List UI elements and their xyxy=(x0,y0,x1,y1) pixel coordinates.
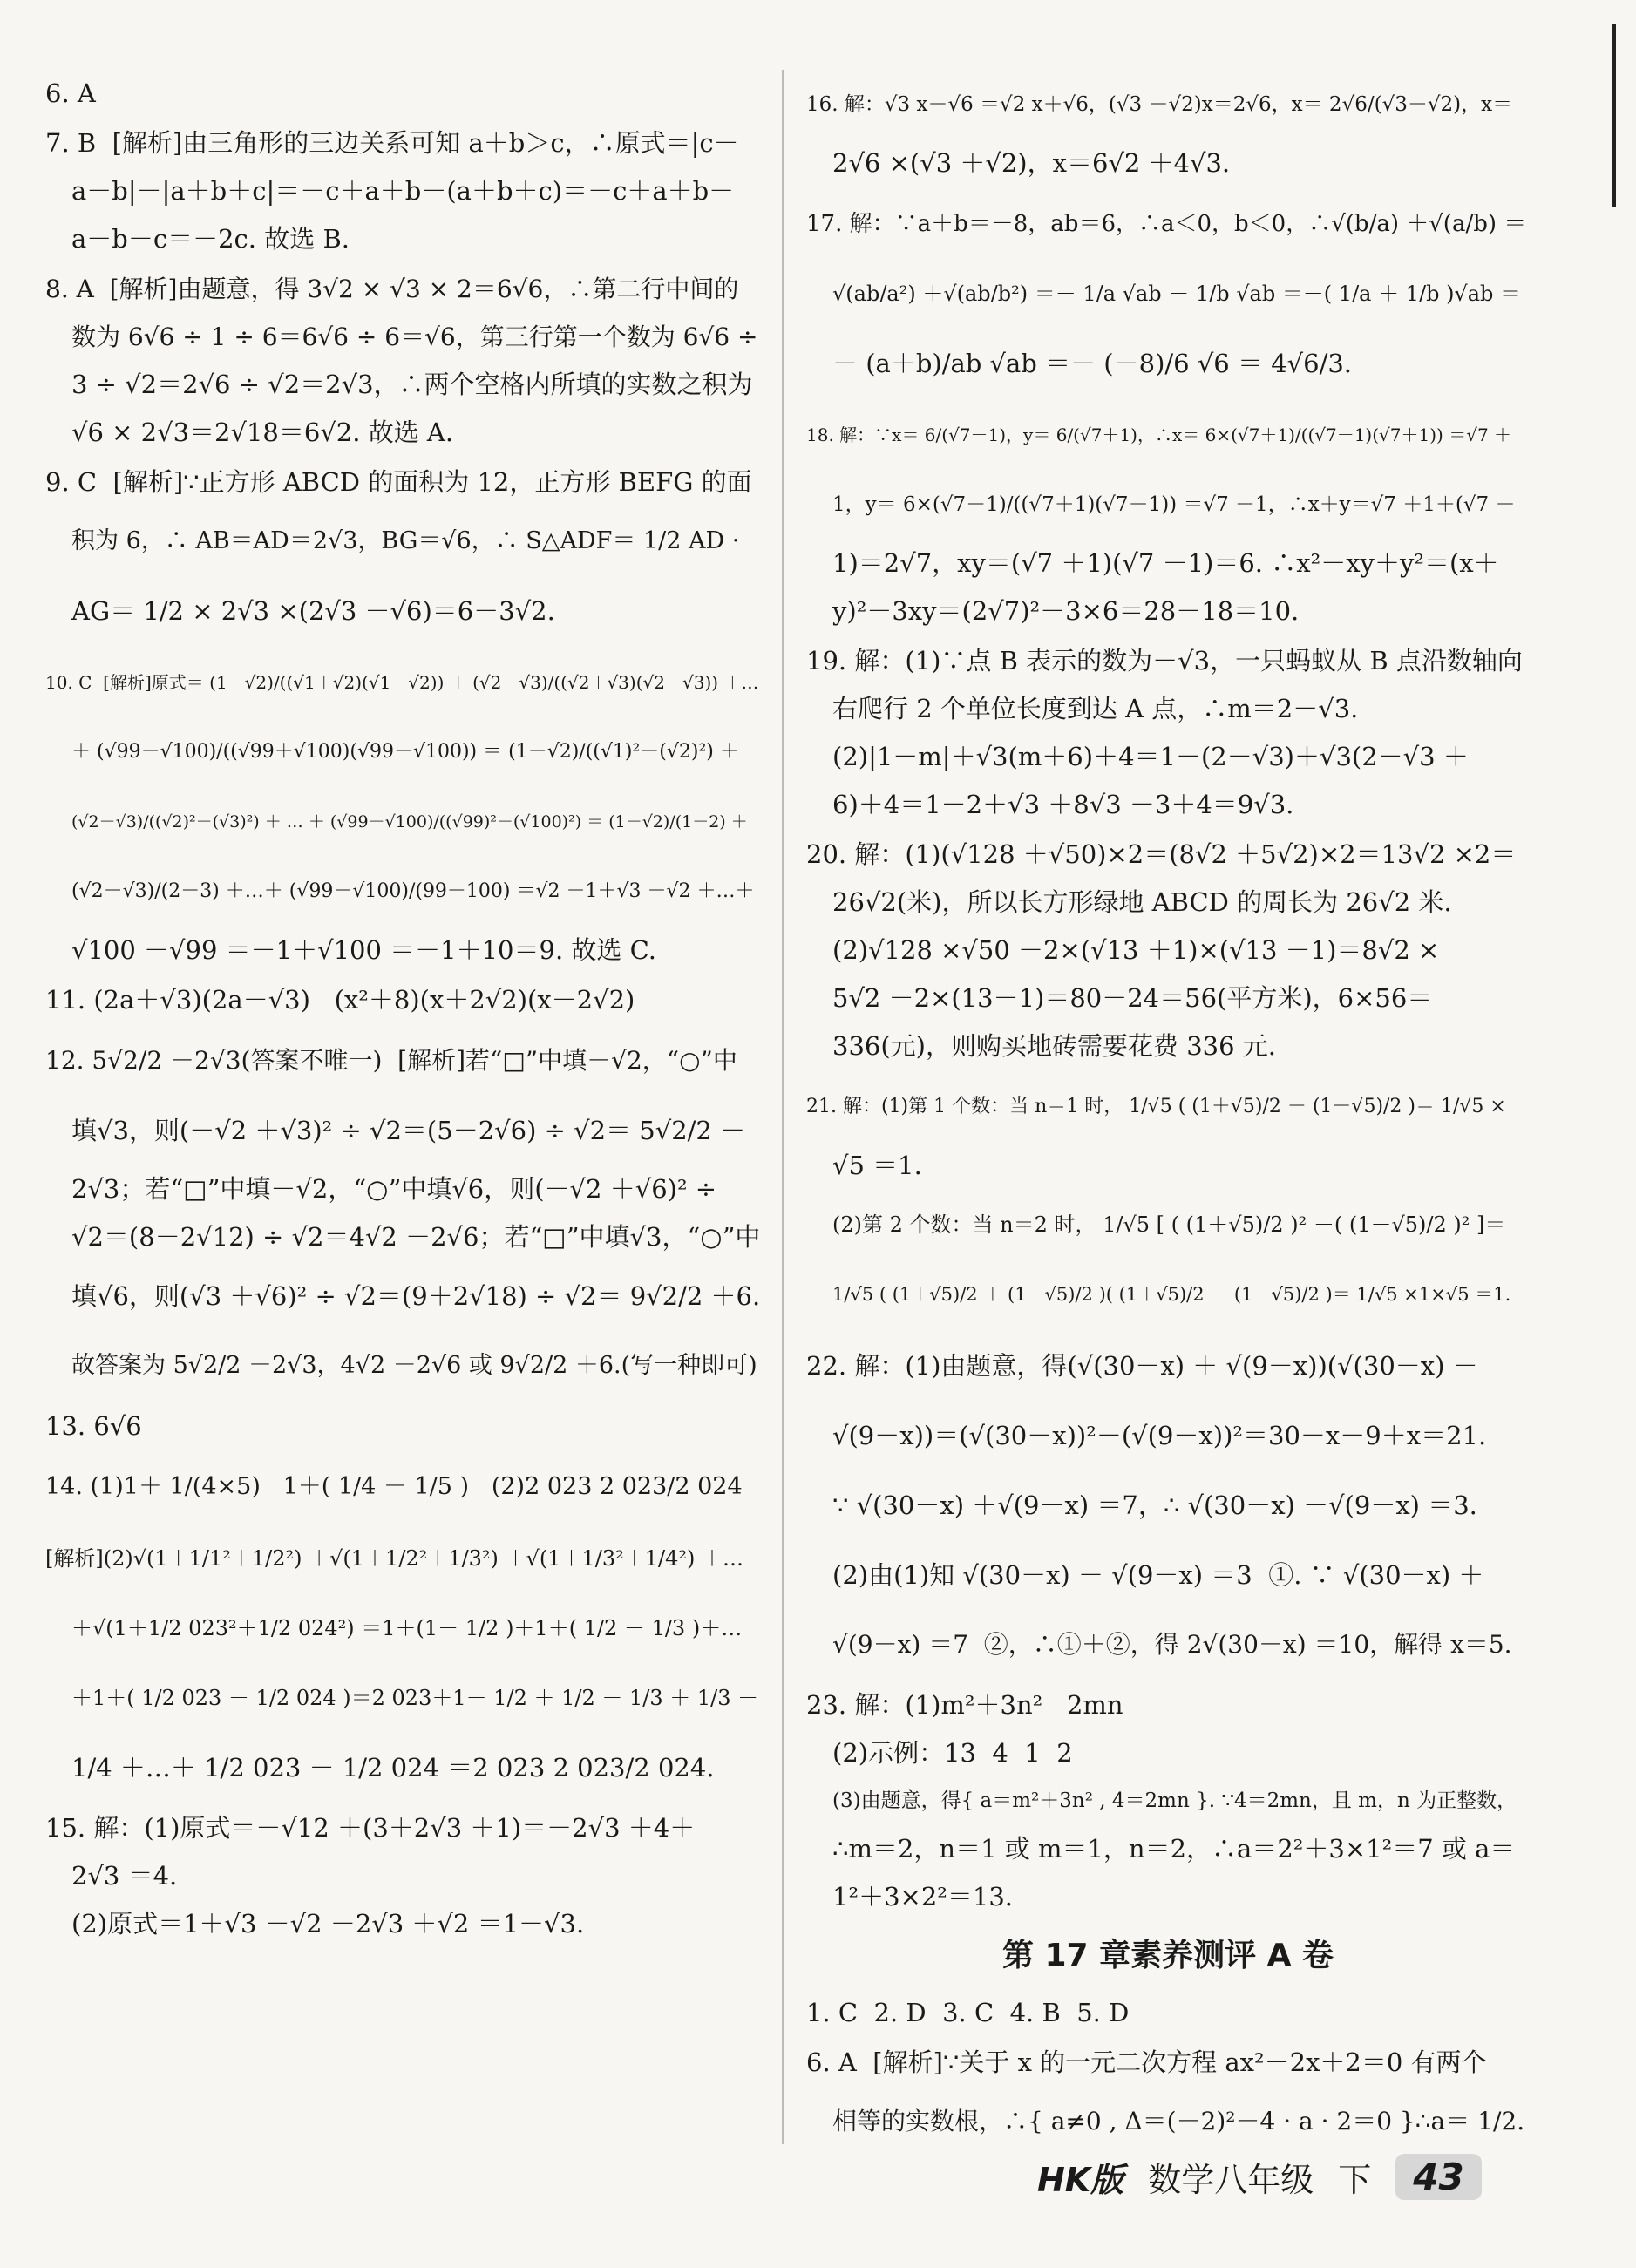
section-title: 第 17 章素养测评 A 卷 xyxy=(1001,1938,1334,1973)
answer-line: 2√3 ＝4. xyxy=(71,1861,178,1891)
answer-line: (2)第 2 个数：当 n＝2 时， 1/√5 [ ( (1＋√5)/2 )² －( (1－√5)/2 )² ]＝ xyxy=(832,1212,1506,1237)
answer-item xyxy=(45,1026,760,1401)
answer-item xyxy=(806,1989,1530,2037)
answer-item xyxy=(806,1331,1530,1680)
answer-line: √6 × 2√3＝2√18＝6√2. 故选 A. xyxy=(71,418,454,447)
subject-label: 数学八年级 xyxy=(1148,2160,1314,2199)
answer-line: 14. (1)1＋ 1/(4×5) 1＋( 1/4 － 1/5 ) (2)2 023 2 023/2 024 xyxy=(45,1473,743,1500)
answer-line: 7. B [解析]由三角形的三边关系可知 a＋b＞c，∴原式＝|c－ xyxy=(45,128,739,158)
answer-item xyxy=(806,70,1530,187)
answer-line: 19. 解：(1)∵点 B 表示的数为－√3，一只蚂蚁从 B 点沿数轴向 xyxy=(806,646,1523,676)
answer-line: 23. 解：(1)m²＋3n² 2mn xyxy=(806,1690,1123,1720)
answer-item xyxy=(806,831,1530,1070)
answer-item xyxy=(806,1072,1530,1329)
answer-item xyxy=(806,2039,1530,2156)
answer-line: 2√6 ×(√3 ＋√2)，x＝6√2 ＋4√3. xyxy=(832,148,1231,178)
answer-line: 1²＋3×2²＝13. xyxy=(832,1882,1014,1912)
right-column xyxy=(806,70,1530,2158)
answer-line: 6. A xyxy=(45,78,96,108)
answer-line: 8. A [解析]由题意，得 3√2 × √3 × 2＝6√6，∴第二行中间的 xyxy=(45,275,739,303)
answer-line: 相等的实数根，∴{ a≠0 , Δ＝(－2)²－4 · a · 2＝0 }∴a＝ 1/2. xyxy=(832,2107,1525,2136)
answer-item xyxy=(45,1524,760,1803)
answer-line: 21. 解：(1)第 1 个数：当 n＝1 时， 1/√5 ( (1＋√5)/2 － (1－√5)/2 )＝ 1/√5 × xyxy=(806,1096,1506,1117)
answer-line: 6. A [解析]∵关于 x 的一元二次方程 ax²－2x＋2＝0 有两个 xyxy=(806,2047,1487,2077)
answer-line: 3 ÷ √2＝2√6 ÷ √2＝2√3，∴两个空格内所填的实数之积为 xyxy=(71,370,753,399)
answer-line: (√2－√3)/(2－3) ＋…＋ (√99－√100)/(99－100) ＝√2 －1＋√3 －√2 ＋…＋ xyxy=(71,880,755,902)
answer-line: 18. 解：∵x＝ 6/(√7－1)，y＝ 6/(√7＋1)，∴x＝ 6×(√7＋1)/((√7－1)(√7＋1)) ＝√7 ＋ xyxy=(806,424,1512,445)
page-number: 43 xyxy=(1395,2154,1481,2200)
page-footer xyxy=(1037,2146,1482,2207)
answer-line: 336(元)，则购买地砖需要花费 336 元. xyxy=(832,1031,1276,1061)
answer-line: 11. (2a＋√3)(2a－√3) (x²＋8)(x＋2√2)(x－2√2) xyxy=(45,985,635,1015)
answer-line: 5√2 －2×(13－1)＝80－24＝56(平方米)，6×56＝ xyxy=(832,983,1433,1013)
answer-line: 1，y＝ 6×(√7－1)/((√7＋1)(√7－1)) ＝√7 －1，∴x＋y＝√7 ＋1＋(√7 － xyxy=(832,493,1516,516)
term-label: 下 xyxy=(1338,2160,1372,2199)
answer-item xyxy=(45,1804,760,1948)
answer-line: 9. C [解析]∵正方形 ABCD 的面积为 12，正方形 BEFG 的面 xyxy=(45,467,752,497)
answer-line: (2)由(1)知 √(30－x) － √(9－x) ＝3 ①. ∵ √(30－x) ＋ xyxy=(832,1560,1484,1590)
answer-line: 1/4 ＋…＋ 1/2 023 － 1/2 024 ＝2 023 2 023/2 024. xyxy=(71,1753,715,1782)
answer-line: [解析](2)√(1＋1/1²＋1/2²) ＋√(1＋1/2²＋1/3²) ＋√(1＋1/3²＋1/4²) ＋… xyxy=(45,1546,743,1571)
page-edge-mark xyxy=(1612,24,1616,207)
answer-item xyxy=(806,637,1530,829)
answer-line: 1/√5 ( (1＋√5)/2 ＋ (1－√5)/2 )( (1＋√5)/2 － (1－√5)/2 )＝ 1/√5 ×1×√5 ＝1. xyxy=(832,1284,1511,1305)
answer-item xyxy=(45,1452,760,1522)
answer-line: ＋ (√99－√100)/((√99＋√100)(√99－√100)) ＝ (1－√2)/((√1)²－(√2)²) ＋ xyxy=(71,741,739,763)
answer-line: 填√6，则(√3 ＋√6)² ÷ √2＝(9＋2√18) ÷ √2＝ 9√2/2 ＋6. xyxy=(71,1281,761,1311)
answer-line: y)²－3xy＝(2√7)²－3×6＝28－18＝10. xyxy=(832,596,1300,626)
answer-line: 1. C 2. D 3. C 4. B 5. D xyxy=(806,1998,1130,2027)
answer-line: a－b－c＝－2c. 故选 B. xyxy=(71,224,350,254)
answer-line: (2)√128 ×√50 －2×(√13 ＋1)×(√13 －1)＝8√2 × xyxy=(832,935,1440,965)
answer-line: 16. 解：√3 x－√6 ＝√2 x＋√6，(√3 －√2)x＝2√6，x＝ 2√6/(√3－√2)，x＝ xyxy=(806,93,1513,116)
answer-line: 数为 6√6 ÷ 1 ÷ 6＝6√6 ÷ 6＝√6，第三行第一个数为 6√6 ÷ xyxy=(71,323,758,351)
answer-line: ＋√(1＋1/2 023²＋1/2 024²) ＝1＋(1－ 1/2 )＋1＋( 1/2 － 1/3 )＋… xyxy=(71,1616,743,1640)
answer-line: (√2－√3)/((√2)²－(√3)²) ＋ … ＋ (√99－√100)/((√99)²－(√100)²) ＝ (1－√2)/(1－2) ＋ xyxy=(71,812,748,832)
answer-line: 13. 6√6 xyxy=(45,1411,142,1441)
answer-line: 17. 解：∵a＋b＝－8，ab＝6，∴a＜0，b＜0，∴√(b/a) ＋√(a/b) ＝ xyxy=(806,211,1527,237)
answer-line: √(9－x))＝(√(30－x))²－(√(9－x))²＝30－x－9＋x＝21. xyxy=(832,1421,1487,1450)
answer-item xyxy=(45,1402,760,1450)
answer-line: a－b|－|a＋b＋c|＝－c＋a＋b－(a＋b＋c)＝－c＋a＋b－ xyxy=(71,176,735,206)
answer-item xyxy=(45,458,760,646)
answer-item xyxy=(806,400,1530,635)
answer-line: 填√3，则(－√2 ＋√3)² ÷ √2＝(5－2√6) ÷ √2＝ 5√2/2 － xyxy=(71,1116,746,1145)
answer-item xyxy=(45,265,760,457)
answer-line: － (a＋b)/ab √ab ＝－ (－8)/6 √6 ＝ 4√6/3. xyxy=(832,349,1353,378)
answer-line: 右爬行 2 个单位长度到达 A 点，∴m＝2－√3. xyxy=(832,694,1359,723)
answer-line: (2)示例：13 4 1 2 xyxy=(832,1738,1073,1768)
answer-line: 20. 解：(1)(√128 ＋√50)×2＝(8√2 ＋5√2)×2＝13√2 ×2＝ xyxy=(806,839,1517,869)
answer-line: √2＝(8－2√12) ÷ √2＝4√2 －2√6；若“□”中填√3，“○”中 xyxy=(71,1222,761,1252)
answer-item xyxy=(45,976,760,1024)
answer-line: 12. 5√2/2 －2√3(答案不唯一) [解析]若“□”中填－√2，“○”中 xyxy=(45,1046,737,1075)
answer-item xyxy=(45,119,760,263)
answer-line: 26√2(米)，所以长方形绿地 ABCD 的周长为 26√2 米. xyxy=(832,887,1452,917)
column-divider xyxy=(782,70,784,2144)
left-column xyxy=(45,70,760,1950)
answer-item xyxy=(806,189,1530,398)
answer-line: √5 ＝1. xyxy=(832,1151,922,1180)
answer-line: AG＝ 1/2 × 2√3 ×(2√3 －√6)＝6－3√2. xyxy=(71,596,555,626)
answer-line: 1)＝2√7，xy＝(√7 ＋1)(√7 －1)＝6. ∴x²－xy＋y²＝(x＋ xyxy=(832,548,1499,578)
answer-line: ∴m＝2，n＝1 或 m＝1，n＝2，∴a＝2²＋3×1²＝7 或 a＝ xyxy=(832,1834,1516,1864)
answer-line: 故答案为 5√2/2 －2√3，4√2 －2√6 或 9√2/2 ＋6.(写一种即可) xyxy=(71,1352,757,1379)
answer-line: 6)＋4＝1－2＋√3 ＋8√3 －3＋4＝9√3. xyxy=(832,790,1294,819)
answer-line: 10. C [解析]原式＝ (1－√2)/((√1＋√2)(√1－√2)) ＋ (√2－√3)/((√2＋√3)(√2－√3)) ＋… xyxy=(45,672,759,693)
answer-line: √100 －√99 ＝－1＋√100 ＝－1＋10＝9. 故选 C. xyxy=(71,935,656,965)
answer-line: 积为 6，∴ AB＝AD＝2√3，BG＝√6，∴ S△ADF＝ 1/2 AD · xyxy=(71,527,740,554)
answer-line: (2)原式＝1＋√3 －√2 －2√3 ＋√2 ＝1－√3. xyxy=(71,1909,585,1939)
edition-label: HK版 xyxy=(1037,2160,1124,2199)
answer-line: 2√3；若“□”中填－√2，“○”中填√6，则(－√2 ＋√6)² ÷ xyxy=(71,1174,717,1204)
answer-line: √(ab/a²) ＋√(ab/b²) ＝－ 1/a √ab － 1/b √ab ＝－( 1/a ＋ 1/b )√ab ＝ xyxy=(832,282,1522,306)
answer-line: (2)|1－m|＋√3(m＋6)＋4＝1－(2－√3)＋√3(2－√3 ＋ xyxy=(832,742,1469,771)
answer-line: ∵ √(30－x) ＋√(9－x) ＝7，∴ √(30－x) －√(9－x) ＝3. xyxy=(832,1490,1477,1520)
answer-item xyxy=(806,1681,1530,1921)
answer-line: (3)由题意，得{ a＝m²＋3n² , 4＝2mn }. ∵4＝2mn，且 m，n 为正整数， xyxy=(832,1789,1517,1812)
answer-line: 22. 解：(1)由题意，得(√(30－x) ＋ √(9－x))(√(30－x) － xyxy=(806,1351,1478,1381)
answer-item xyxy=(45,70,760,118)
answer-line: 15. 解：(1)原式＝－√12 ＋(3＋2√3 ＋1)＝－2√3 ＋4＋ xyxy=(45,1813,696,1843)
answer-item xyxy=(45,648,760,974)
answer-line: ＋1＋( 1/2 023 － 1/2 024 )＝2 023＋1－ 1/2 ＋ 1/2 － 1/3 ＋ 1/3 － xyxy=(71,1686,759,1710)
answer-line: √(9－x) ＝7 ②，∴①＋②，得 2√(30－x) ＝10，解得 x＝5. xyxy=(832,1630,1512,1659)
